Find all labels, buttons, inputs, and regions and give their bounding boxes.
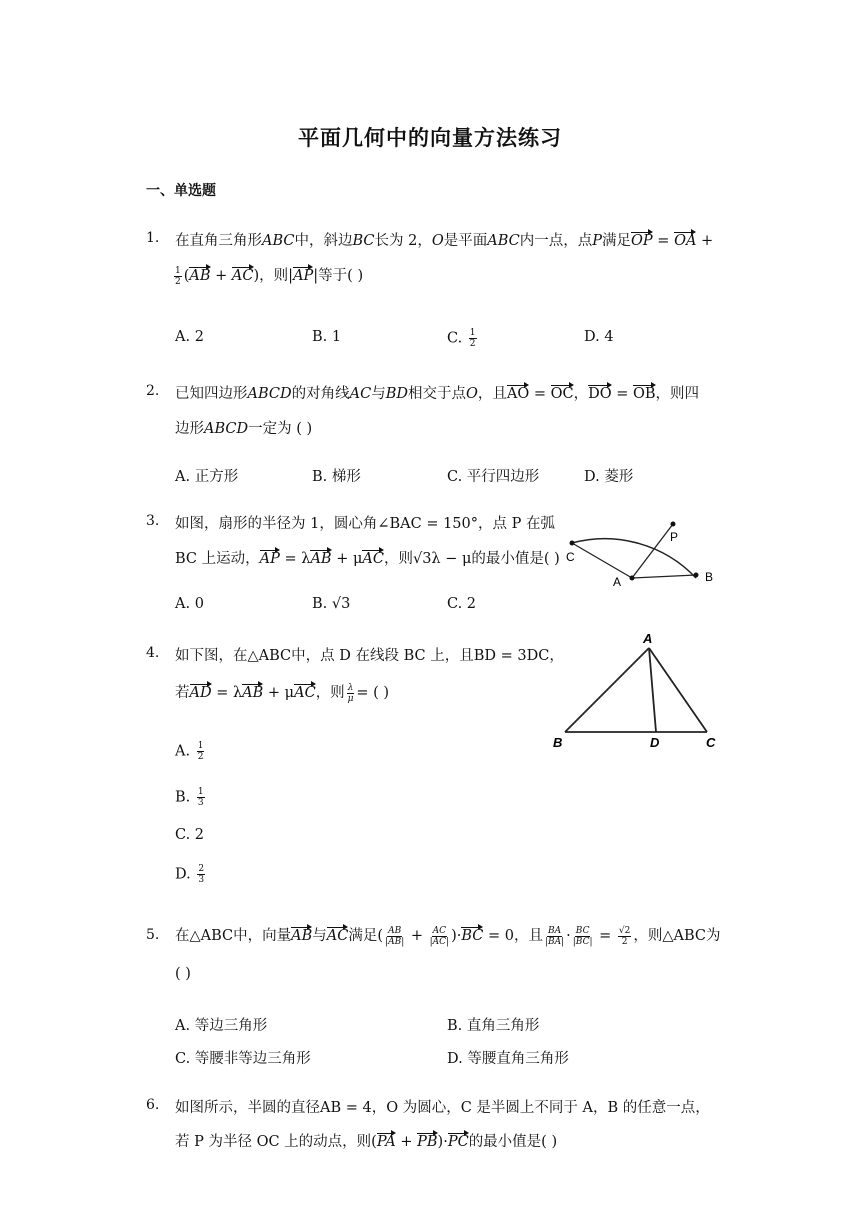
q2-option-b: B. 梯形 — [312, 469, 361, 485]
q4-option-c: C. 2 — [175, 827, 205, 843]
label-b: B — [705, 570, 714, 584]
q5-option-a: A. 等边三角形 — [175, 1018, 268, 1034]
q1-option-d: D. 4 — [584, 329, 614, 345]
label-b: B — [553, 735, 563, 750]
question-1-number: 1. — [146, 230, 160, 246]
q1-option-c: C. $\frac{1}{2}$ — [447, 328, 476, 349]
sector-radius-ap — [632, 524, 673, 578]
q3-option-b: B. √3 — [312, 596, 351, 612]
q4-option-a: A. $\frac{1}{2}$ — [175, 741, 204, 762]
sector-arc — [572, 539, 696, 578]
q2-option-a: A. 正方形 — [175, 469, 239, 485]
label-a: A — [613, 575, 622, 589]
fraction-half: $\frac{1}{2}$ — [175, 265, 181, 287]
question-5-number: 5. — [146, 927, 160, 943]
question-3-number: 3. — [146, 513, 160, 529]
q4-option-b: B. $\frac{1}{3}$ — [175, 787, 204, 808]
point-a — [630, 576, 635, 581]
q5-option-d: D. 等腰直角三角形 — [447, 1051, 569, 1067]
question-4-number: 4. — [146, 645, 160, 661]
point-p — [671, 522, 676, 527]
q5-option-c: C. 等腰非等边三角形 — [175, 1051, 311, 1067]
question-6-line-1: 如图所示，半圆的直径AB = 4，O 为圆心，C 是半圆上不同于 A，B 的任意一点， — [175, 1100, 710, 1116]
triangle-figure — [545, 625, 725, 755]
section-heading: 一、单选题 — [146, 183, 216, 199]
question-2-line-1: 已知四边形ABCD的对角线AC与BD相交于点O，且AO = OC，DO = OB，则四 — [175, 386, 700, 402]
question-4-line-2: 若AD = λAB + μAC，则 $\frac{\lambda}{\mu}$ = ( ) — [175, 682, 390, 704]
sector-radius-ac — [572, 543, 632, 578]
q3-option-c: C. 2 — [447, 596, 477, 612]
label-c: C — [706, 735, 716, 750]
question-3-line-1: 如图，扇形的半径为 1，圆心角∠BAC = 150°，点 P 在弧 — [175, 516, 555, 532]
triangle-segment-ad — [649, 648, 656, 732]
q3-option-a: A. 0 — [175, 596, 204, 612]
q1-option-b: B. 1 — [312, 329, 342, 345]
triangle-side-ac — [649, 648, 707, 732]
question-2-number: 2. — [146, 383, 160, 399]
label-d: D — [650, 735, 660, 750]
point-b — [694, 573, 699, 578]
point-c — [570, 541, 575, 546]
sector-figure — [560, 500, 730, 595]
q2-option-d: D. 菱形 — [584, 469, 634, 485]
question-4-line-1: 如下图，在△ABC中，点 D 在线段 BC 上，且BD = 3DC， — [175, 648, 564, 664]
q4-option-d: D. $\frac{2}{3}$ — [175, 864, 205, 885]
label-c: C — [566, 550, 575, 564]
sector-radius-ab — [632, 575, 696, 578]
question-1-line-2: $\frac{1}{2}$ (AB + AC)，则|AP|等于( ) — [175, 265, 364, 287]
q2-option-c: C. 平行四边形 — [447, 469, 540, 485]
page-title: 平面几何中的向量方法练习 — [298, 125, 562, 150]
question-3-line-2: BC 上运动，AP = λAB + μAC，则√3λ − μ的最小值是( ) — [175, 551, 560, 567]
label-p: P — [670, 530, 679, 544]
question-6-number: 6. — [146, 1097, 160, 1113]
q1-option-a: A. 2 — [175, 329, 204, 345]
question-2-line-2: 边形ABCD一定为 ( ) — [175, 421, 313, 437]
label-a: A — [643, 631, 653, 646]
question-6-line-2: 若 P 为半径 OC 上的动点，则(PA + PB)·PC的最小值是( ) — [175, 1134, 558, 1150]
q5-option-b: B. 直角三角形 — [447, 1018, 540, 1034]
question-1-line-1: 在直角三角形ABC中，斜边BC长为 2，O是平面ABC内一点，点P满足OP = OA + — [175, 233, 714, 249]
question-5-line-2: ( ) — [175, 966, 191, 982]
question-5-line-1: 在△ABC中，向量AB与AC满足( $\frac{AB}{|AB|}$ + $\frac{AC}{|AC|}$ )·BC = 0，且 $\frac{BA}{|BA|}$ · $\frac{BC}{|BC|}$ = $\frac{√2}{2}$ ，则△ABC为 — [175, 925, 721, 947]
triangle-side-ab — [565, 648, 649, 732]
